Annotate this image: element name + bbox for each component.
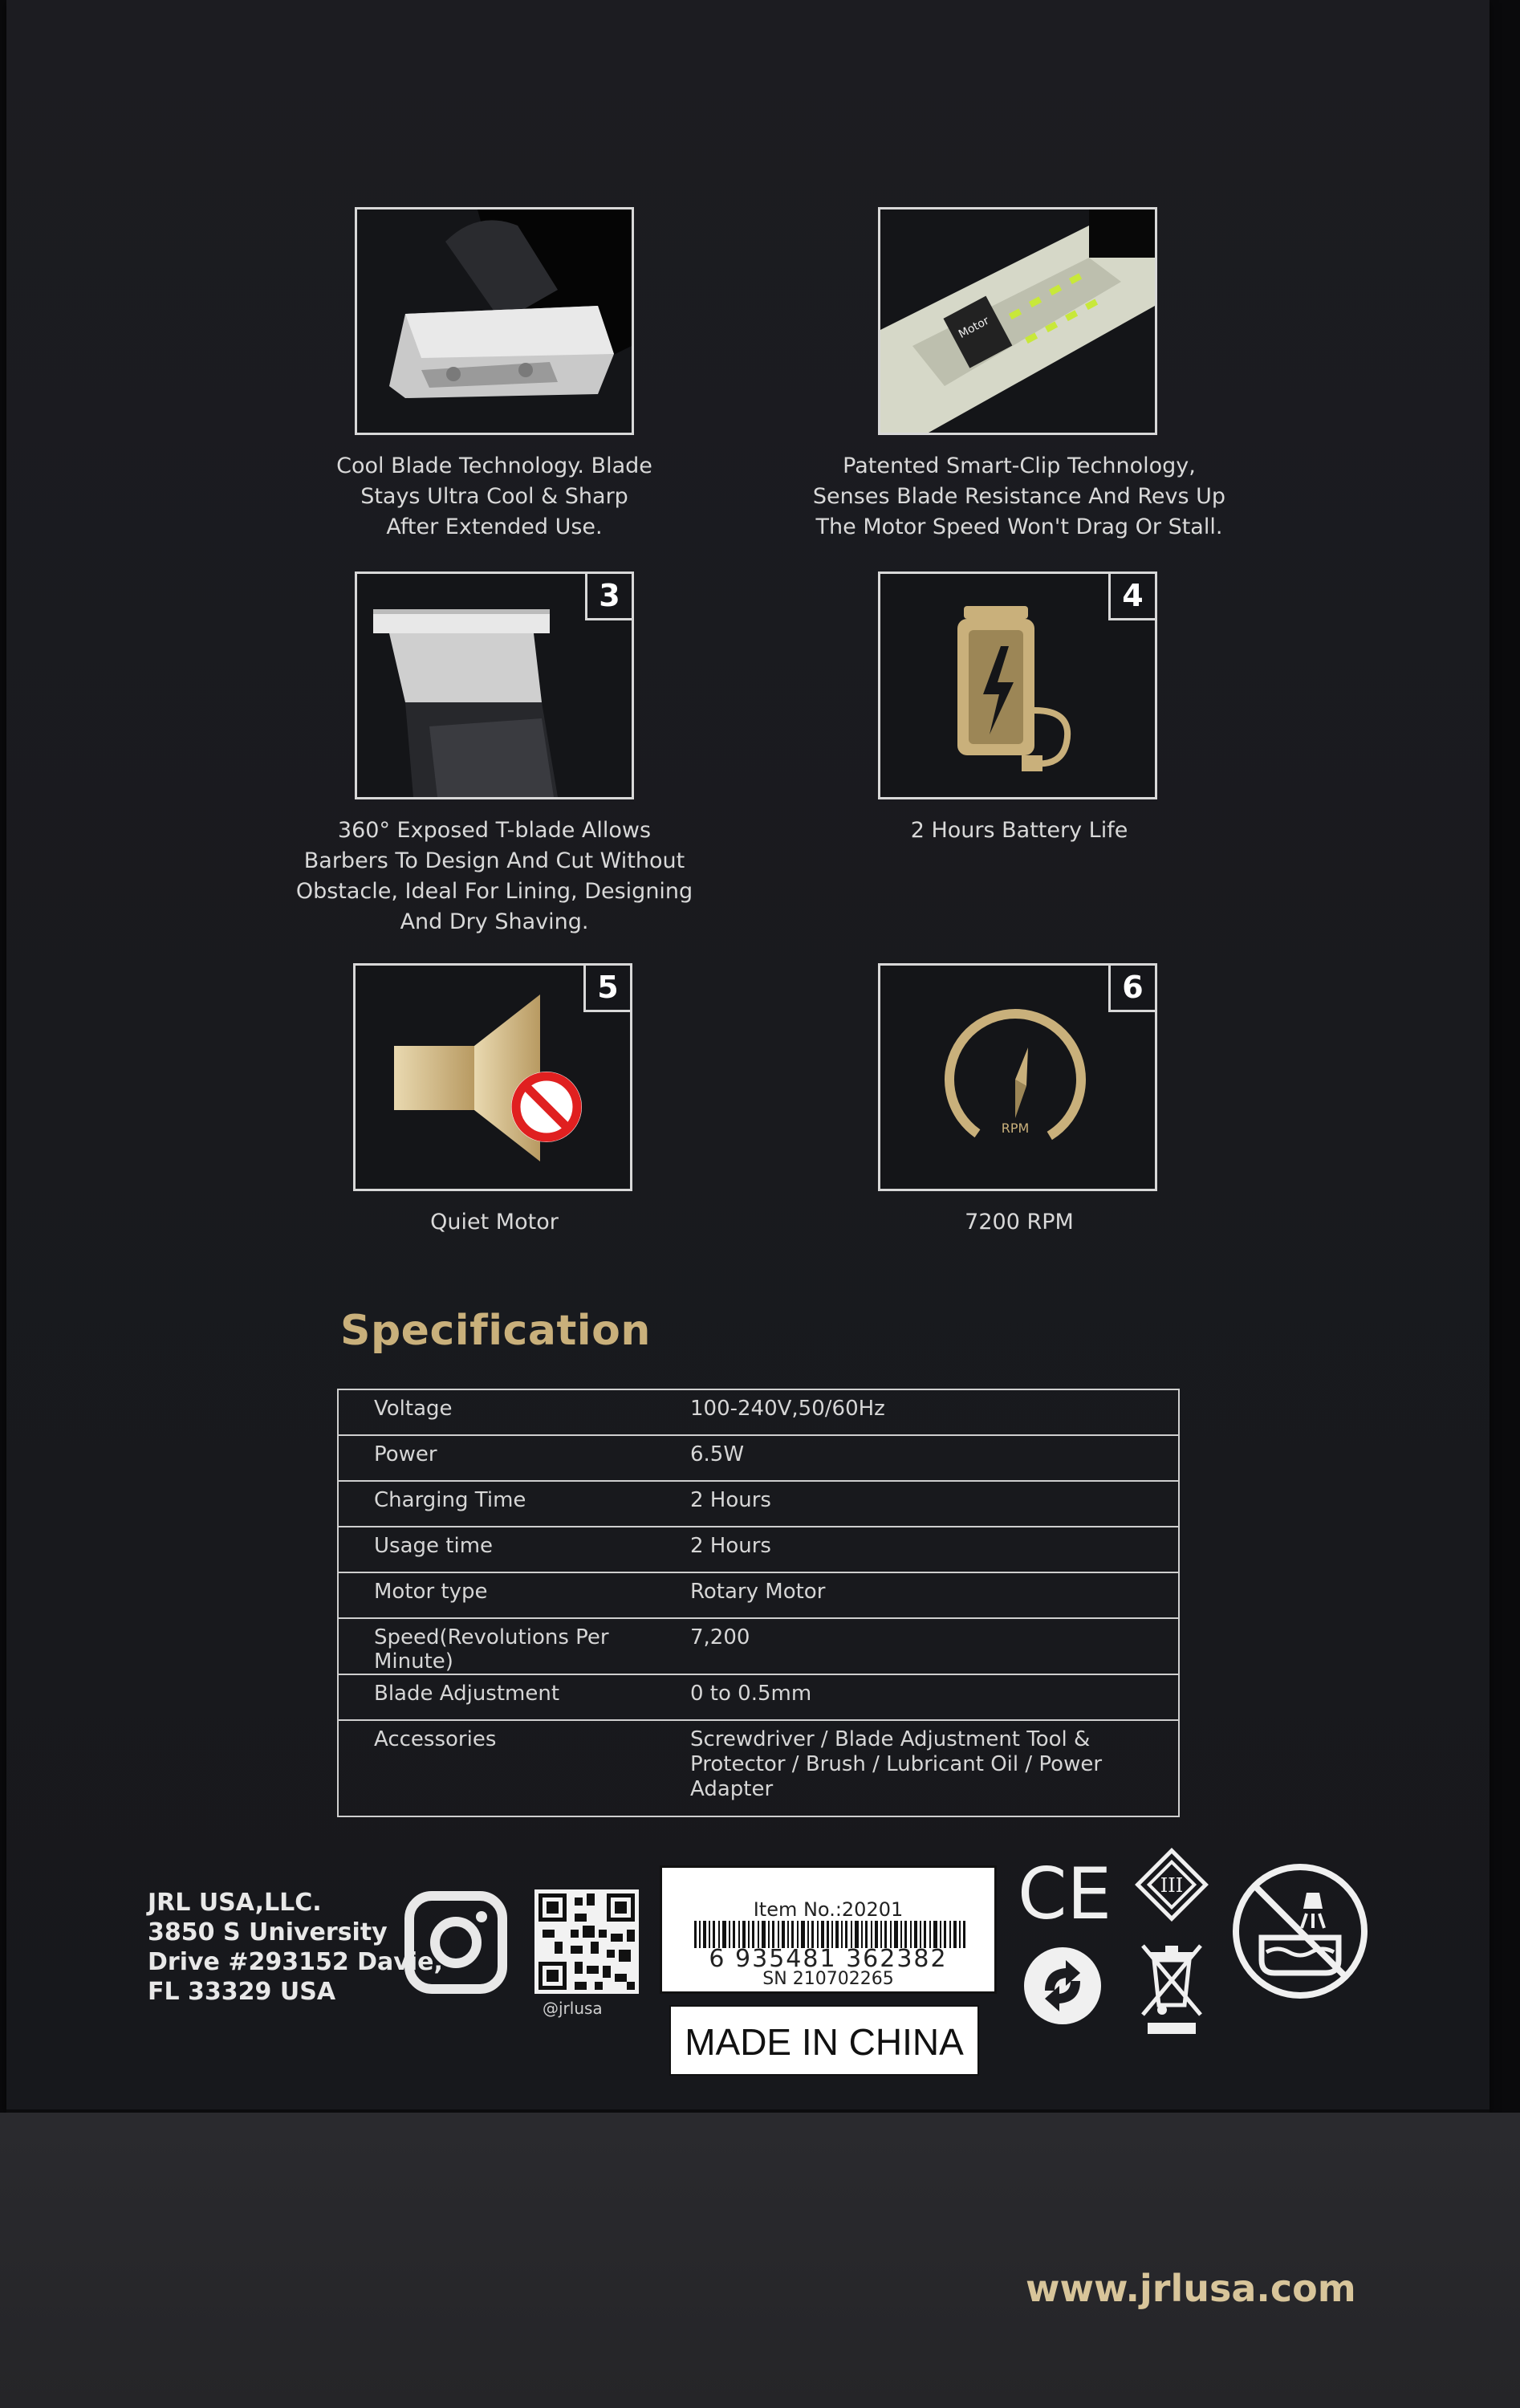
spec-row [339, 1527, 1178, 1573]
spec-row [339, 1573, 1178, 1619]
feature-caption-line: Quiet Motor [430, 1210, 559, 1235]
spec-value: 0 to 0.5mm [690, 1682, 812, 1706]
spec-value: Screwdriver / Blade Adjustment Tool & Protector / Brush / Lubricant Oil / Power Adapter [690, 1727, 1103, 1801]
address-line: Drive #293152 Davie, [148, 1948, 443, 1976]
spec-label: Power [374, 1442, 437, 1466]
qr-code-icon [534, 1889, 639, 1994]
feature-caption-line: 7200 RPM [965, 1210, 1074, 1235]
spec-label: Usage time [374, 1534, 494, 1558]
feature-caption-line: 360° Exposed T-blade Allows [337, 818, 652, 843]
feature-number-badge: 4 [1108, 574, 1155, 620]
weee-bin-icon [1140, 1938, 1204, 2037]
specification-table [337, 1389, 1180, 1817]
spec-value: 2 Hours [690, 1488, 771, 1512]
spec-label: Blade Adjustment [374, 1682, 560, 1706]
spec-value: 6.5W [690, 1442, 745, 1466]
spec-label: Voltage [374, 1397, 453, 1421]
ce-mark-icon [1018, 1856, 1117, 1930]
spec-value: 2 Hours [690, 1534, 771, 1558]
gauge-label: RPM [1001, 1121, 1030, 1136]
spec-row [339, 1721, 1178, 1816]
spec-label: Speed(Revolutions Per Minute) [374, 1625, 609, 1674]
company-address [148, 1888, 443, 2007]
feature-caption-line: Obstacle, Ideal For Lining, Designing [295, 879, 693, 904]
feature-image-frame [878, 207, 1157, 435]
address-line: FL 33329 USA [148, 1978, 336, 2006]
feature-caption-line: 2 Hours Battery Life [910, 818, 1128, 843]
serial-number: SN 210702265 [762, 1969, 894, 1989]
spec-value: 100-240V,50/60Hz [690, 1397, 885, 1421]
feature-caption-line: Stays Ultra Cool & Sharp [360, 484, 628, 509]
feature-number-badge: 3 [585, 574, 632, 620]
made-in-label: MADE IN CHINA [669, 2005, 979, 2076]
feature-image-frame [878, 571, 1157, 799]
feature-caption-line: After Extended Use. [386, 515, 603, 539]
spec-value: 7,200 [690, 1625, 750, 1649]
box-base [0, 2113, 1520, 2408]
feature-caption-line: And Dry Shaving. [400, 909, 589, 934]
feature-image-frame [355, 207, 634, 435]
no-water-icon [1229, 1861, 1371, 2002]
feature-number-badge: 6 [1108, 966, 1155, 1012]
motor-label: Motor [956, 314, 992, 341]
class-iii-icon [1133, 1846, 1210, 1923]
specification-title: Specification [340, 1307, 651, 1355]
spec-row [339, 1482, 1178, 1527]
item-number: Item No.:20201 [753, 1898, 904, 1921]
feature-number-badge: 5 [583, 966, 630, 1012]
spec-value: Rotary Motor [690, 1580, 826, 1604]
spec-row [339, 1675, 1178, 1721]
feature-caption-line: The Motor Speed Won't Drag Or Stall. [815, 515, 1223, 539]
recycle-icon [1021, 1944, 1104, 2028]
feature-image-frame [355, 571, 634, 799]
spec-row [339, 1619, 1178, 1675]
ce-mark-text: CE [1018, 1856, 1112, 1930]
address-line: JRL USA,LLC. [148, 1889, 322, 1917]
feature-caption-line: Patented Smart-Clip Technology, [843, 454, 1196, 478]
address-line: 3850 S University [148, 1918, 388, 1946]
feature-caption-line: Barbers To Design And Cut Without [303, 848, 685, 873]
website-url: www.jrlusa.com [1026, 2267, 1356, 2310]
spec-label: Accessories [374, 1727, 497, 1751]
spec-row [339, 1436, 1178, 1482]
barcode-label [660, 1865, 997, 1994]
motor-cutaway-photo [880, 209, 1155, 433]
spec-label: Charging Time [374, 1488, 526, 1512]
class-iii-text: III [1160, 1874, 1184, 1897]
feature-caption-line: Cool Blade Technology. Blade [336, 454, 652, 478]
barcode-icon [694, 1921, 967, 1948]
instagram-handle: @jrlusa [543, 1999, 603, 2018]
feature-caption-line: Senses Blade Resistance And Revs Up [812, 484, 1226, 509]
spec-label: Motor type [374, 1580, 488, 1604]
feature-image-frame [353, 963, 632, 1191]
barcode-number: 6 935481 362382 [709, 1945, 948, 1973]
feature-image-frame [878, 963, 1157, 1191]
spec-row [339, 1390, 1178, 1436]
instagram-icon [404, 1891, 507, 1994]
clipper-blade-photo [357, 209, 632, 433]
